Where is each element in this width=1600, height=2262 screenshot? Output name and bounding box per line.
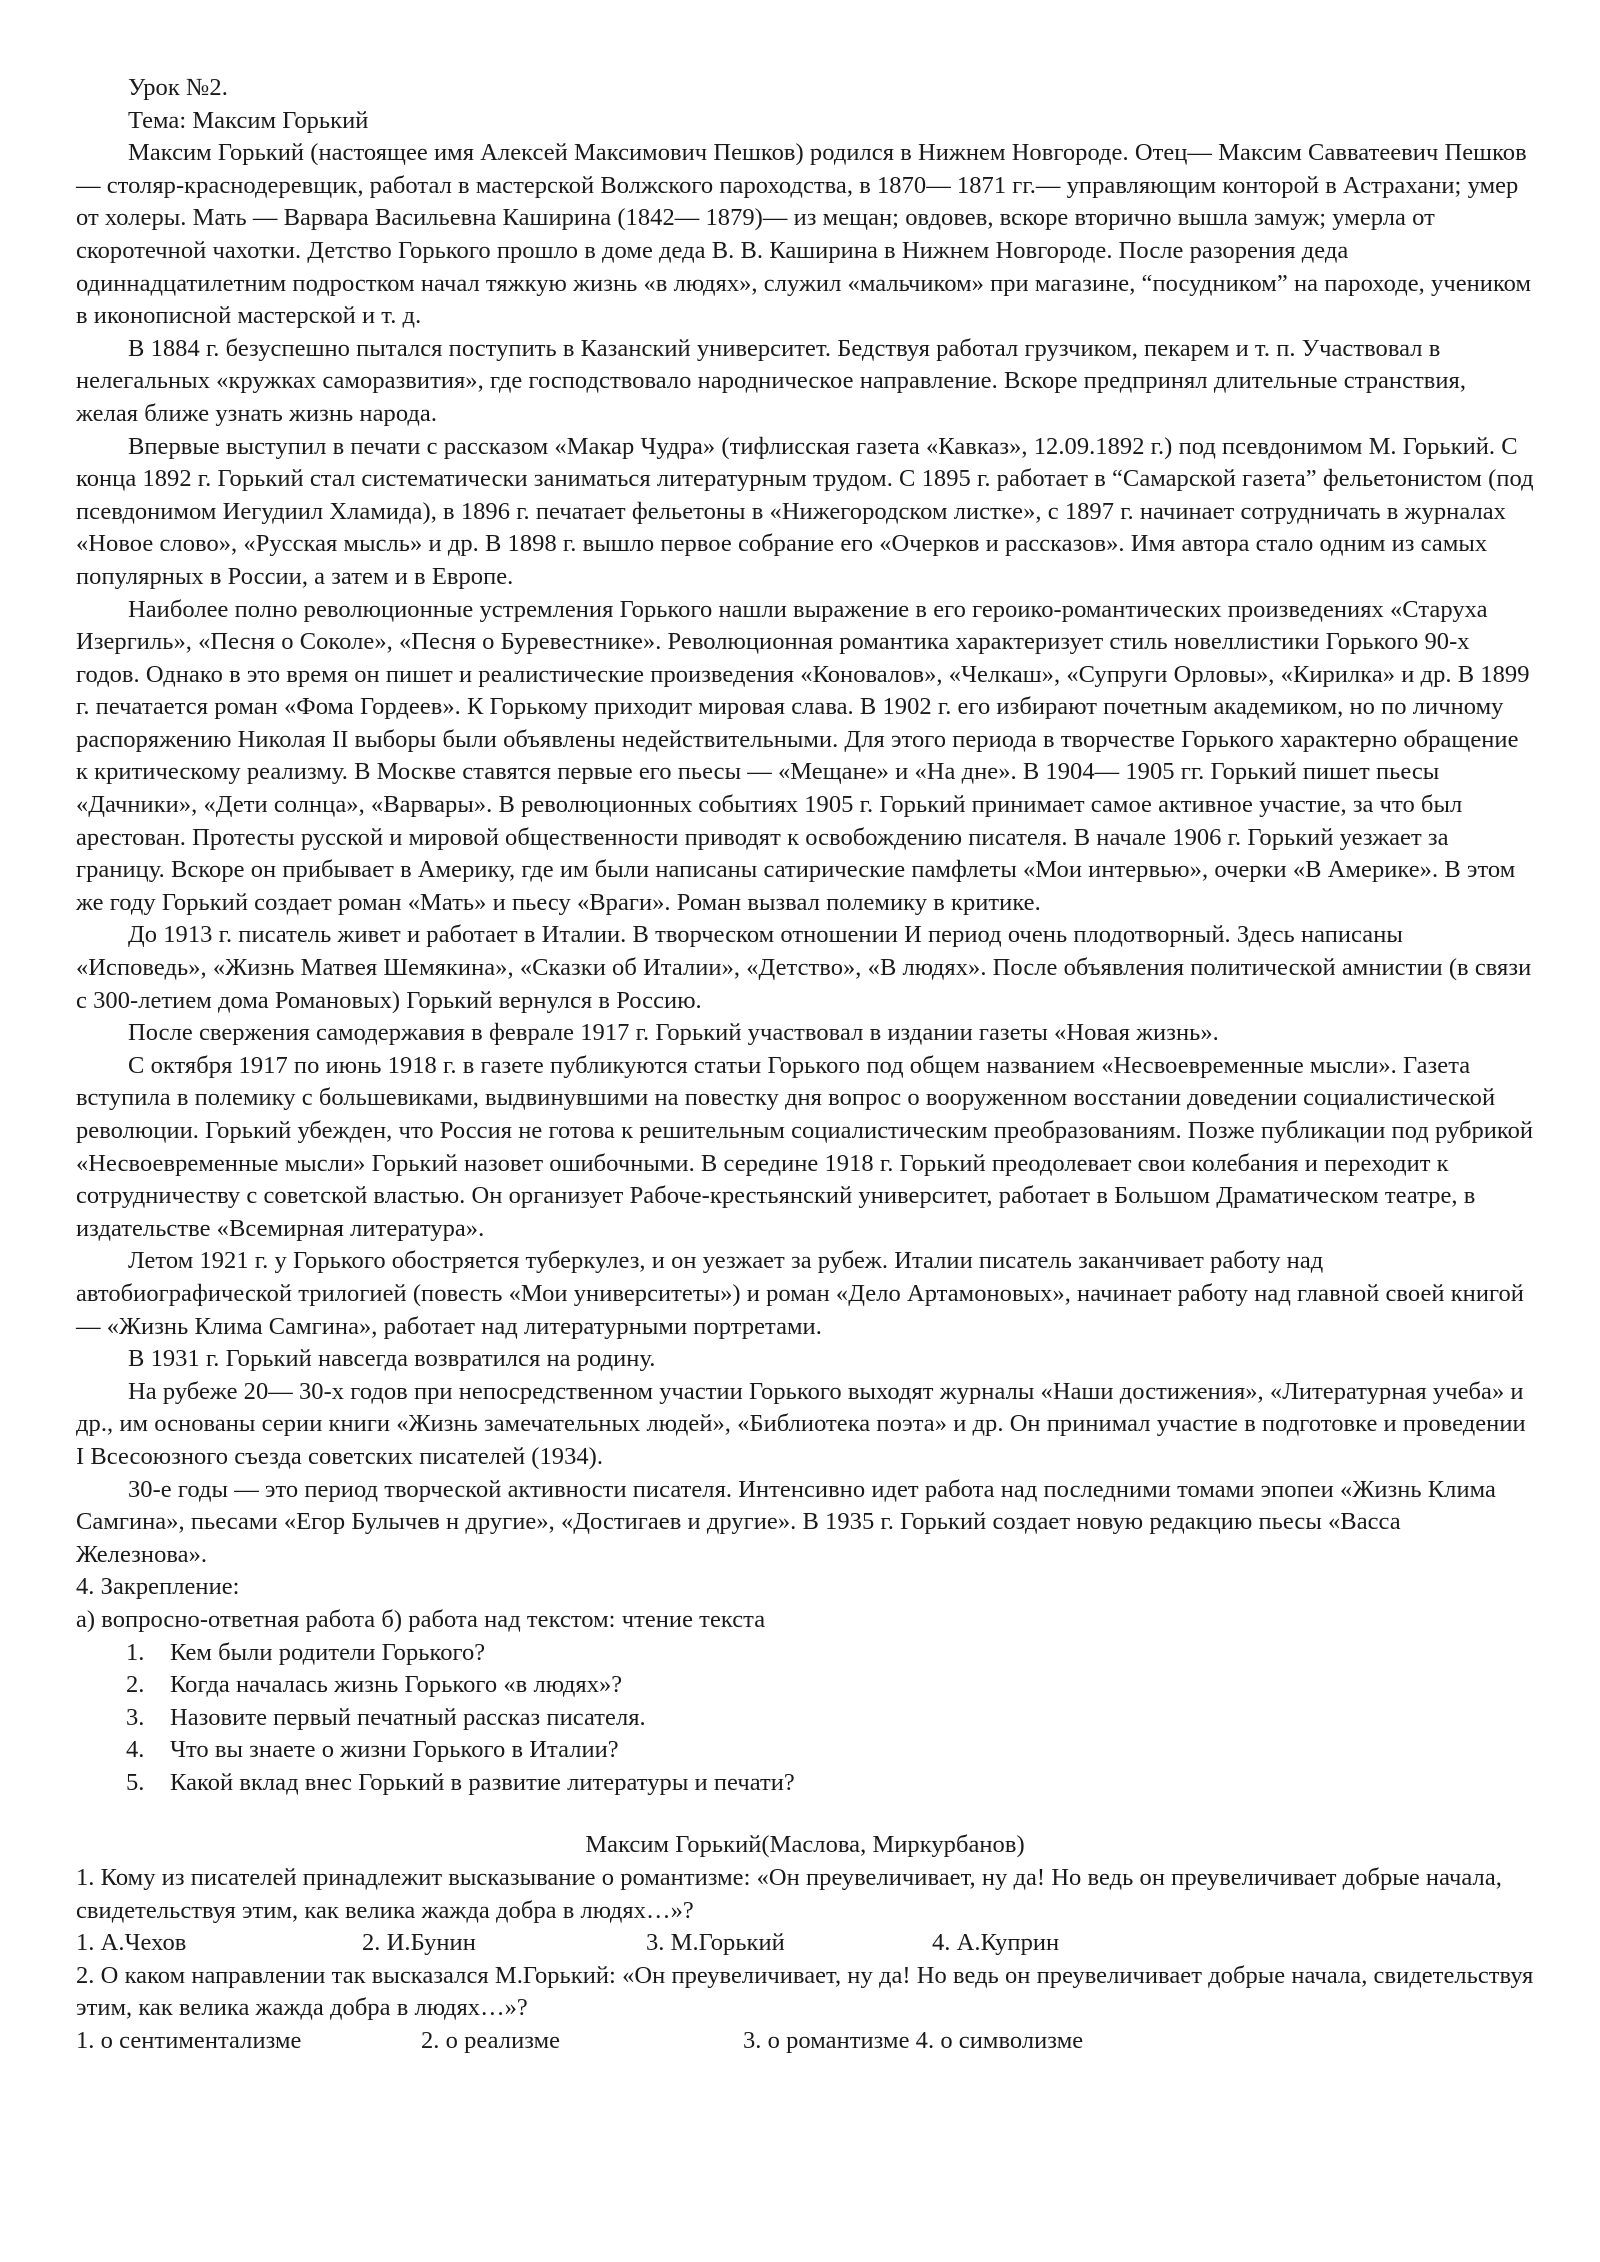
consolidation-heading: 4. Закрепление: [76, 1573, 240, 1601]
question-number: 2. [126, 1671, 145, 1699]
question-text: Кем были родители Горького? [170, 1638, 486, 1666]
option-romanticism-symbolism: 3. о романтизме 4. о символизме [743, 2027, 1084, 2055]
list-item [76, 1669, 1534, 1702]
paragraph-biography: Максим Горький (настоящее имя Алексей Максимович Пешков) родился в Нижнем Новгороде. Отец— Максим Савватеевич Пешков— столяр-краснодеревщик, работал в мастерской Волжского пароходства, в 1870— 1871 гг.— управляющим конторой в Астрахани; умер от холеры. Мать — Варвара Васильевна Каширина (1842— 1879)— из мещан; овдовев, вскоре вторично вышла замуж; умерла от скоротечной чахотки. Детство Горького прошло в доме деда В. В. Каширина в Нижнем Новгороде. После разорения деда одиннадцатилетним подростком начал тяжкую жизнь «в людях», служил «мальчиком» при магазине, “посудником” на пароходе, учеником в иконописной мастерской и т. д. [76, 139, 1532, 330]
option-bunin: 2. И.Бунин [362, 1929, 476, 1957]
list-item [76, 1702, 1534, 1735]
question-text: Какой вклад внес Горький в развитие литературы и печати? [170, 1768, 795, 1796]
section-spacer [76, 1799, 1534, 1829]
test-question-1-options [76, 1927, 1534, 1960]
question-text: Что вы знаете о жизни Горького в Италии? [170, 1736, 619, 1764]
test-question-2-options [76, 2025, 1534, 2058]
paragraph-romanticism: Наиболее полно революционные устремления Горького нашли выражение в его героико-романтических произведениях «Старуха Изергиль», «Песня о Соколе», «Песня о Буревестнике». Революционная романтика характеризует стиль новеллистики Горького 90-х годов. Однако в это время он пишет и реалистические произведения «Коновалов», «Челкаш», «Супруги Орловы», «Кирилка» и др. В 1899 г. печатается роман «Фома Гордеев». К Горькому приходит мировая слава. В 1902 г. его избирают почетным академиком, но по личному распоряжению Николая II выборы были объявлены недействительными. Для этого периода в творчестве Горького характерно обращение к критическому реализму. В Москве ставятся первые его пьесы — «Мещане» и «На дне». В 1904— 1905 гг. Горький пишет пьесы «Дачники», «Дети солнца», «Варвары». В революционных событиях 1905 г. Горький принимает самое активное участие, за что был арестован. Протесты русской и мировой общественности приводят к освобождению писателя. В начале 1906 г. Горький уезжает за границу. Вскоре он прибывает в Америку, где им были написаны сатирические памфлеты «Мои интервью», очерки «В Америке». В этом же году Горький создает роман «Мать» и пьесу «Враги». Роман вызвал полемику в критике. [76, 595, 1530, 916]
question-text: Назовите первый печатный рассказ писателя. [170, 1703, 646, 1731]
option-gorky: 3. М.Горький [646, 1929, 785, 1957]
paragraph-italy: До 1913 г. писатель живет и работает в Италии. В творческом отношении И период очень плодотворный. Здесь написаны «Исповедь», «Жизнь Матвея Шемякина», «Сказки об Италии», «Детство», «В людях». После объявления политической амнистии (в связи с 300-летием дома Романовых) Горький вернулся в Россию. [76, 921, 1532, 1014]
question-number: 3. [126, 1703, 145, 1731]
paragraph-1917: После свержения самодержавия в феврале 1917 г. Горький участвовал в издании газеты «Новая жизнь». [128, 1019, 1219, 1047]
list-item [76, 1637, 1534, 1670]
option-kuprin: 4. А.Куприн [932, 1929, 1060, 1957]
paragraph-1921: Летом 1921 г. у Горького обостряется туберкулез, и он уезжает за рубеж. Италии писатель заканчивает работу над автобиографической трилогией (повесть «Мои университеты») и роман «Дело Артамоновых», начинает работу над главной своей книгой — «Жизнь Клима Самгина», работает над литературными портретами. [76, 1247, 1524, 1340]
option-chekhov: 1. А.Чехов [76, 1929, 187, 1957]
test-title: Максим Горький(Маслова, Миркурбанов) [585, 1831, 1025, 1859]
question-number: 1. [126, 1638, 145, 1666]
list-item [76, 1767, 1534, 1800]
paragraph-first-publication: Впервые выступил в печати с рассказом «Макар Чудра» (тифлисская газета «Кавказ», 12.09.1892 г.) под псевдонимом М. Горький. С конца 1892 г. Горький стал систематически заниматься литературным трудом. С 1895 г. работает в “Самарской газета” фельетонистом (под псевдонимом Иегудиил Хламида), в 1896 г. печатает фельетоны в «Нижегородском листке», с 1897 г. начинает сотрудничать в журналах «Новое слово», «Русская мысль» и др. В 1898 г. вышло первое собрание его «Очерков и рассказов». Имя автора стало одним из самых популярных в России, а затем и в Европе. [76, 432, 1534, 590]
paragraph-1931: В 1931 г. Горький навсегда возвратился на родину. [128, 1345, 656, 1373]
paragraph-untimely-thoughts: С октября 1917 по июнь 1918 г. в газете публикуются статьи Горького под общем названием «Несвоевременные мысли». Газета вступила в полемику с большевиками, выдвинувшими на повестку дня вопрос о вооруженном восстании доведении социалистической революции. Горький убежден, что Россия не готова к решительным социалистическим преобразованиям. Позже публикации под рубрикой «Несвоевременные мысли» Горький назовет ошибочными. В середине 1918 г. Горький преодолевает свои колебания и переходит к сотрудничеству с советской властью. Он организует Рабоче-крестьянский университет, работает в Большом Драматическом театре, в издательстве «Всемирная литература». [76, 1051, 1534, 1242]
paragraph-30s: 30-е годы — это период творческой активности писателя. Интенсивно идет работа над последними томами эпопеи «Жизнь Клима Самгина», пьесами «Егор Булычев н другие», «Достигаев и другие». В 1935 г. Горький создает новую редакцию пьесы «Васса Железнова». [76, 1475, 1496, 1568]
test-question-2: 2. О каком направлении так высказался М.Горький: «Он преувеличивает, ну да! Но ведь он преувеличивает добрые начала, свидетельствуя этим, как велика жажда добра в людях…»? [76, 1961, 1534, 2022]
paragraph-kazan: В 1884 г. безуспешно пытался поступить в Казанский университет. Бедствуя работал грузчиком, пекарем и т. п. Участвовал в нелегальных «кружках саморазвития», где господствовало народническое направление. Вскоре предпринял длительные странствия, желая ближе узнать жизнь народа. [76, 334, 1467, 427]
list-item [76, 1734, 1534, 1767]
consolidation-tasks: а) вопросно-ответная работа б) работа над текстом: чтение текста [76, 1605, 766, 1633]
question-text: Когда началась жизнь Горького «в людях»? [170, 1671, 623, 1699]
option-realism: 2. о реализме [421, 2027, 561, 2055]
question-number: 4. [126, 1736, 145, 1764]
question-number: 5. [126, 1768, 145, 1796]
question-list [76, 1637, 1534, 1800]
lesson-number: Урок №2. [128, 74, 228, 101]
lesson-topic: Тема: Максим Горький [128, 106, 369, 134]
option-sentimentalism: 1. о сентиментализме [76, 2027, 302, 2055]
paragraph-journals: На рубеже 20— 30-х годов при непосредственном участии Горького выходят журналы «Наши достижения», «Литературная учеба» и др., им основаны серии книги «Жизнь замечательных людей», «Библиотека поэта» и др. Он принимал участие в подготовке и проведении I Всесоюзного съезда советских писателей (1934). [76, 1377, 1526, 1470]
test-question-1: 1. Кому из писателей принадлежит высказывание о романтизме: «Он преувеличивает, ну да! Но ведь он преувеличивает добрые начала, свидетельствуя этим, как велика жажда добра в людях…»? [76, 1864, 1502, 1924]
